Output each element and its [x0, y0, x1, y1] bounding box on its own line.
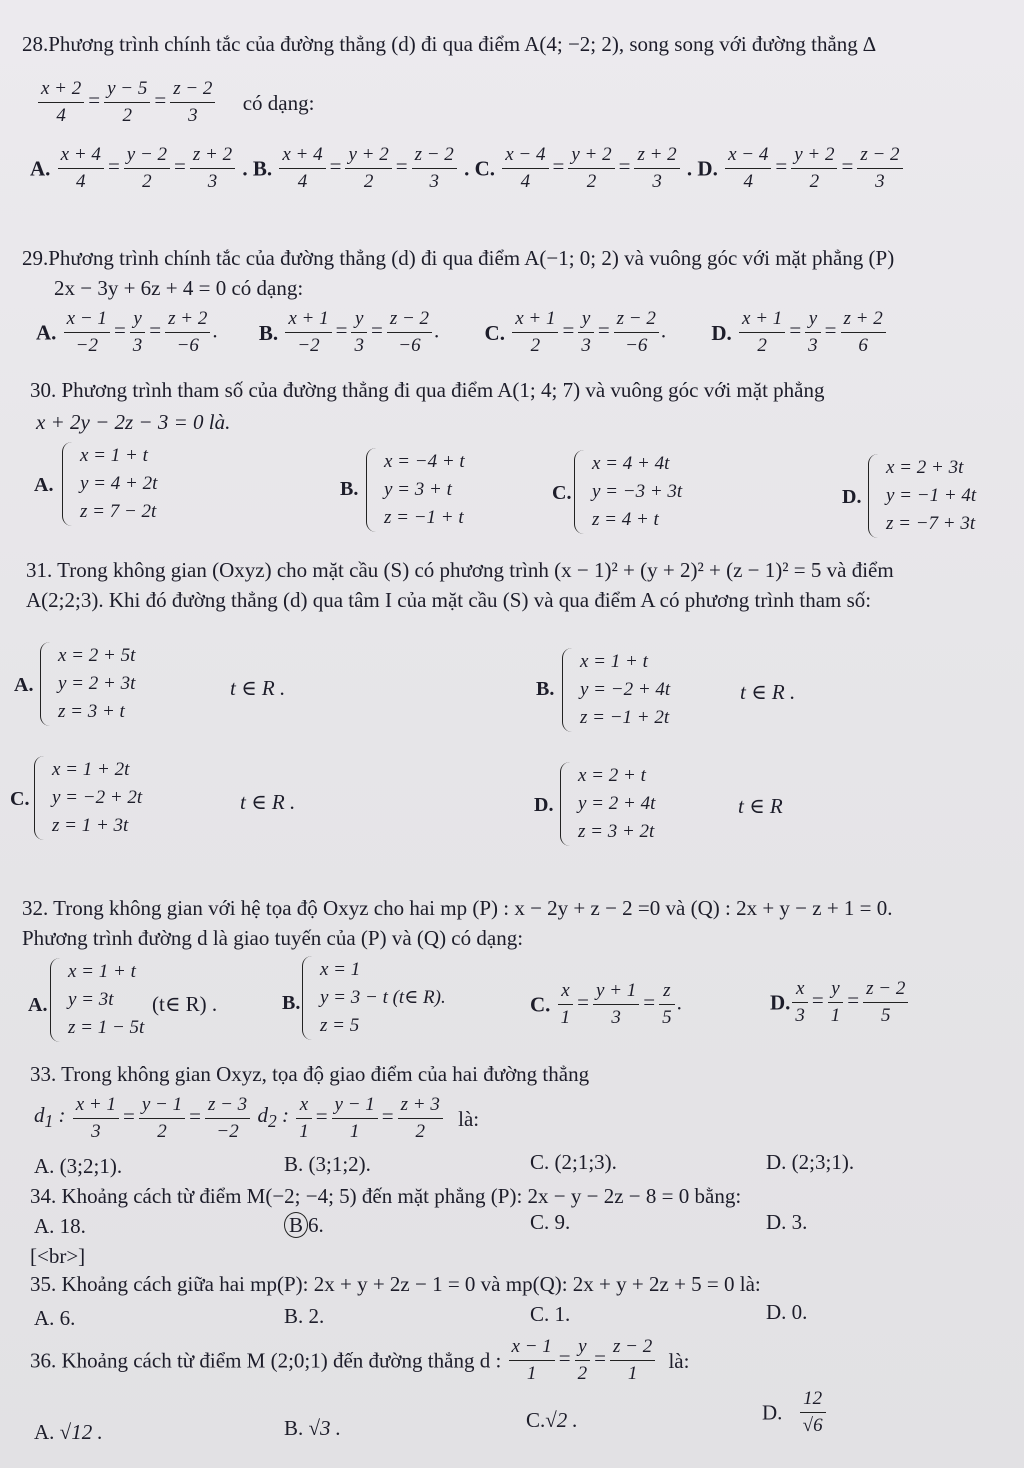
q35-option-c: C. 1.: [530, 1302, 571, 1326]
q31-stem2: A(2;2;3). Khi đó đường thẳng (d) qua tâm I của mặt cầu (S) và qua điểm A có phương trình tham số:: [26, 588, 872, 612]
q31-stem: 31. Trong không gian (Oxyz) cho mặt cầu (S) có phương trình (x − 1)² + (y + 2)² + (z − 1)² = 5 và điểm: [26, 558, 894, 582]
q34-option-a: A. 18.: [34, 1214, 86, 1238]
q30-stem: 30. Phương trình tham số của đường thẳng đi qua điểm A(1; 4; 7) và vuông góc với mặt phẳng: [30, 378, 825, 402]
q33-option-a: A. (3;2;1).: [34, 1154, 123, 1178]
q28-stem: 28.Phương trình chính tắc của đường thẳng (d) đi qua điểm A(4; −2; 2), song song với đường thẳng ∆: [22, 32, 876, 56]
q32-option-d: D. $\frac{x}{3}$ = $\frac{y}{1}$ = $\frac{z - 2}{5}$: [770, 978, 910, 1027]
q30-option-d: x = 2 + 3t y = −1 + 4t z = −7 + 3t: [868, 454, 976, 538]
q35-option-d: D. 0.: [766, 1300, 808, 1324]
q34-option-d: D. 3.: [766, 1210, 808, 1234]
q31-option-a: x = 2 + 5t y = 2 + 3t z = 3 + t: [40, 642, 135, 726]
exam-page: 28.Phương trình chính tắc của đường thẳng (d) đi qua điểm A(4; −2; 2), song song với đường thẳng ∆ $\frac{x + 2}{4}$ = $\frac{y - 5}{2}$ = $\frac{z - 2}{3}$ có dạng: A. $\frac{x + 4}{4}$ = $\frac{y - 2}{2}$ = $\frac{z + 2}{3}$ . B. $\frac{x + 4}{4}$ = $\frac{y + 2}{2}$ = $\frac{z - 2}{3}$ . C. $\frac{x - 4}{4}$ = $\frac{y + 2}{2}$ = $\frac{z + 2}{3}$ . D. $\frac{x - 4}{4}$ = $\frac{y + 2}{2}$ = $\frac{z - 2}{3}$ 29.Phương trình chính tắc của đường thẳng (d) đi qua điểm A(−1; 0; 2) và vuông góc với mặt phẳng (P) 2x − 3y + 6z + 4 = 0 có dạng: A. $\frac{x - 1}{-2}$ = $\frac{y}{3}$ = $\frac{z + 2}{-6}$ . B. $\frac{x + 1}{-2}$ = $\frac{y}{3}$ = $\frac{z - 2}{-6}$ . C. $\frac{x + 1}{2}$ = $\frac{y}{3}$ = $\frac{z - 2}{-6}$ . D. $\frac{x + 1}{2}$ = $\frac{y}{3}$ = $\frac{z + 2}{6}$ 30. Phương trình tham số của đường thẳng đi qua điểm A(1; 4; 7) và vuông góc với mặt phẳng x + 2y − 2z − 3 = 0 là. A. x = 1 + t y = 4 + 2t z = 7 − 2t B. x = −4 + t y = 3 + t z = −1 + t C. x = 4 + 4t y = −3 + 3t z = 4 + t D. x = 2 + 3t y = −1 + 4t z = −7 + 3t 31. Trong không gian (Oxyz) cho mặt cầu (S) có phương trình (x − 1)² + (y + 2)² + (z − 1)² = 5 và điểm A(2;2;3). Khi đó đường thẳng (d) qua tâm I của mặt cầu (S) và qua điểm A có phương trình tham số: A. x = 2 + 5t y = 2 + 3t z = 3 + t t ∈ R . B. x = 1 + t y = −2 + 4t z = −1 + 2t t ∈ R . C. x = 1 + 2t y = −2 + 2t z = 1 + 3t t ∈ R . D. x = 2 + t y = 2 + 4t z = 3 + 2t t ∈ R 32. Trong không gian với hệ tọa độ Oxyz cho hai mp (P) : x − 2y + z − 2 =0 và (Q) : 2x + y − z + 1 = 0. Phương trình đường d là giao tuyến của (P) và (Q) có dạng: A. x = 1 + t y = 3t z = 1 − 5t (t∈ R) . B. x = 1 y = 3 − t (t∈ R). z = 5 C. $\frac{x}{1}$ = $\frac{y + 1}{3}$ = $\frac{z}{5}$ . D. $\frac{x}{3}$ = $\frac{y}{1}$ = $\frac{z - 2}{5}$ 33. Trong không gian Oxyz, tọa độ giao điểm của hai đường thẳng $d_1$ : $\frac{x + 1}{3}$ = $\frac{y - 1}{2}$ = $\frac{z - 3}{-2}$ $d_2$ : $\frac{x}{1}$ = $\frac{y - 1}{1}$ = $\frac{z + 3}{2}$ là: A. (3;2;1). B. (3;1;2). C. (2;1;3). D. (2;3;1). 34. Khoảng cách từ điểm M(−2; −4; 5) đến mặt phẳng (P): 2x − y − 2z − 8 = 0 bằng: A. 18. B 6. C. 9. D. 3. [<br>] 35. Khoảng cách giữa hai mp(P): 2x + y + 2z − 1 = 0 và mp(Q): 2x + y + 2z + 5 = 0 là: A. 6. B. 2. C. 1. D. 0. 36. Khoảng cách từ điểm M (2;0;1) đến đường thẳng d : $\frac{x - 1}{1}$ = $\frac{y}{2}$ = $\frac{z - 2}{1}$ là: A. √12 . B. √3 . C.√2 . D. $\frac{12}{√6}$: [0, 0, 1024, 1468]
q36-stem-line: 36. Khoảng cách từ điểm M (2;0;1) đến đường thẳng d : $\frac{x - 1}{1}$ = $\frac{y}{2}$ = $\frac{z - 2}{1}$ là:: [30, 1336, 690, 1384]
q33-lines: $d_1$ : $\frac{x + 1}{3}$ = $\frac{y - 1}{2}$ = $\frac{z - 3}{-2}$ $d_2$ : $\frac{x}{1}$ = $\frac{y - 1}{1}$ = $\frac{z + 3}{2}$ là:: [34, 1094, 480, 1142]
q32-option-a: x = 1 + t y = 3t z = 1 − 5t: [50, 958, 144, 1042]
q35-option-a: A. 6.: [34, 1306, 76, 1330]
q33-option-c: C. (2;1;3).: [530, 1150, 617, 1174]
q30-option-b: x = −4 + t y = 3 + t z = −1 + t: [366, 448, 465, 532]
q28-given: $\frac{x + 2}{4}$ = $\frac{y - 5}{2}$ = $\frac{z - 2}{3}$ có dạng:: [36, 78, 314, 127]
q36-option-d: D. $\frac{12}{√6}$: [762, 1388, 828, 1437]
q32-stem: 32. Trong không gian với hệ tọa độ Oxyz cho hai mp (P) : x − 2y + z − 2 =0 và (Q) : 2x + y − z + 1 = 0.: [22, 896, 893, 920]
q30-plane: x + 2y − 2z − 3 = 0 là.: [36, 410, 231, 434]
q35-option-b: B. 2.: [284, 1304, 325, 1328]
q33-stem: 33. Trong không gian Oxyz, tọa độ giao điểm của hai đường thẳng: [30, 1062, 590, 1086]
q32-stem2: Phương trình đường d là giao tuyến của (P) và (Q) có dạng:: [22, 926, 524, 950]
q29-stem: 29.Phương trình chính tắc của đường thẳng (d) đi qua điểm A(−1; 0; 2) và vuông góc với mặt phẳng (P): [22, 246, 895, 270]
q34-br-tag: [<br>]: [30, 1244, 86, 1268]
q35-stem: 35. Khoảng cách giữa hai mp(P): 2x + y + 2z − 1 = 0 và mp(Q): 2x + y + 2z + 5 = 0 là:: [30, 1272, 761, 1296]
q30-option-a: x = 1 + t y = 4 + 2t z = 7 − 2t: [62, 442, 157, 526]
q34-option-b: B 6.: [284, 1212, 324, 1238]
q31-option-d: x = 2 + t y = 2 + 4t z = 3 + 2t: [560, 762, 655, 846]
q34-option-c: C. 9.: [530, 1210, 571, 1234]
q31-option-c: x = 1 + 2t y = −2 + 2t z = 1 + 3t: [34, 756, 142, 840]
q36-option-b: B. √3 .: [284, 1416, 342, 1440]
q32-option-c: C. $\frac{x}{1}$ = $\frac{y + 1}{3}$ = $\frac{z}{5}$ .: [530, 980, 682, 1028]
q34-stem: 34. Khoảng cách từ điểm M(−2; −4; 5) đến mặt phẳng (P): 2x − y − 2z − 8 = 0 bằng:: [30, 1184, 742, 1208]
q29-options: A. $\frac{x - 1}{-2}$ = $\frac{y}{3}$ = $\frac{z + 2}{-6}$ . B. $\frac{x + 1}{-2}$ = $\frac{y}{3}$ = $\frac{z - 2}{-6}$ . C. $\frac{x + 1}{2}$ = $\frac{y}{3}$ = $\frac{z - 2}{-6}$ . D. $\frac{x + 1}{2}$ = $\frac{y}{3}$ = $\frac{z + 2}{6}$: [36, 308, 888, 357]
q33-option-b: B. (3;1;2).: [284, 1152, 371, 1176]
q29-plane: 2x − 3y + 6z + 4 = 0 có dạng:: [54, 276, 304, 300]
q31-option-b: x = 1 + t y = −2 + 4t z = −1 + 2t: [562, 648, 670, 732]
q33-option-d: D. (2;3;1).: [766, 1150, 855, 1174]
q28-options: A. $\frac{x + 4}{4}$ = $\frac{y - 2}{2}$ = $\frac{z + 2}{3}$ . B. $\frac{x + 4}{4}$ = $\frac{y + 2}{2}$ = $\frac{z - 2}{3}$ . C. $\frac{x - 4}{4}$ = $\frac{y + 2}{2}$ = $\frac{z + 2}{3}$ . D. $\frac{x - 4}{4}$ = $\frac{y + 2}{2}$ = $\frac{z - 2}{3}$: [30, 144, 905, 193]
q30-option-c: x = 4 + 4t y = −3 + 3t z = 4 + t: [574, 450, 682, 534]
q32-option-b: x = 1 y = 3 − t (t∈ R). z = 5: [302, 956, 446, 1040]
q36-option-c: C.√2 .: [526, 1408, 578, 1432]
q36-option-a: A. √12 .: [34, 1420, 103, 1444]
